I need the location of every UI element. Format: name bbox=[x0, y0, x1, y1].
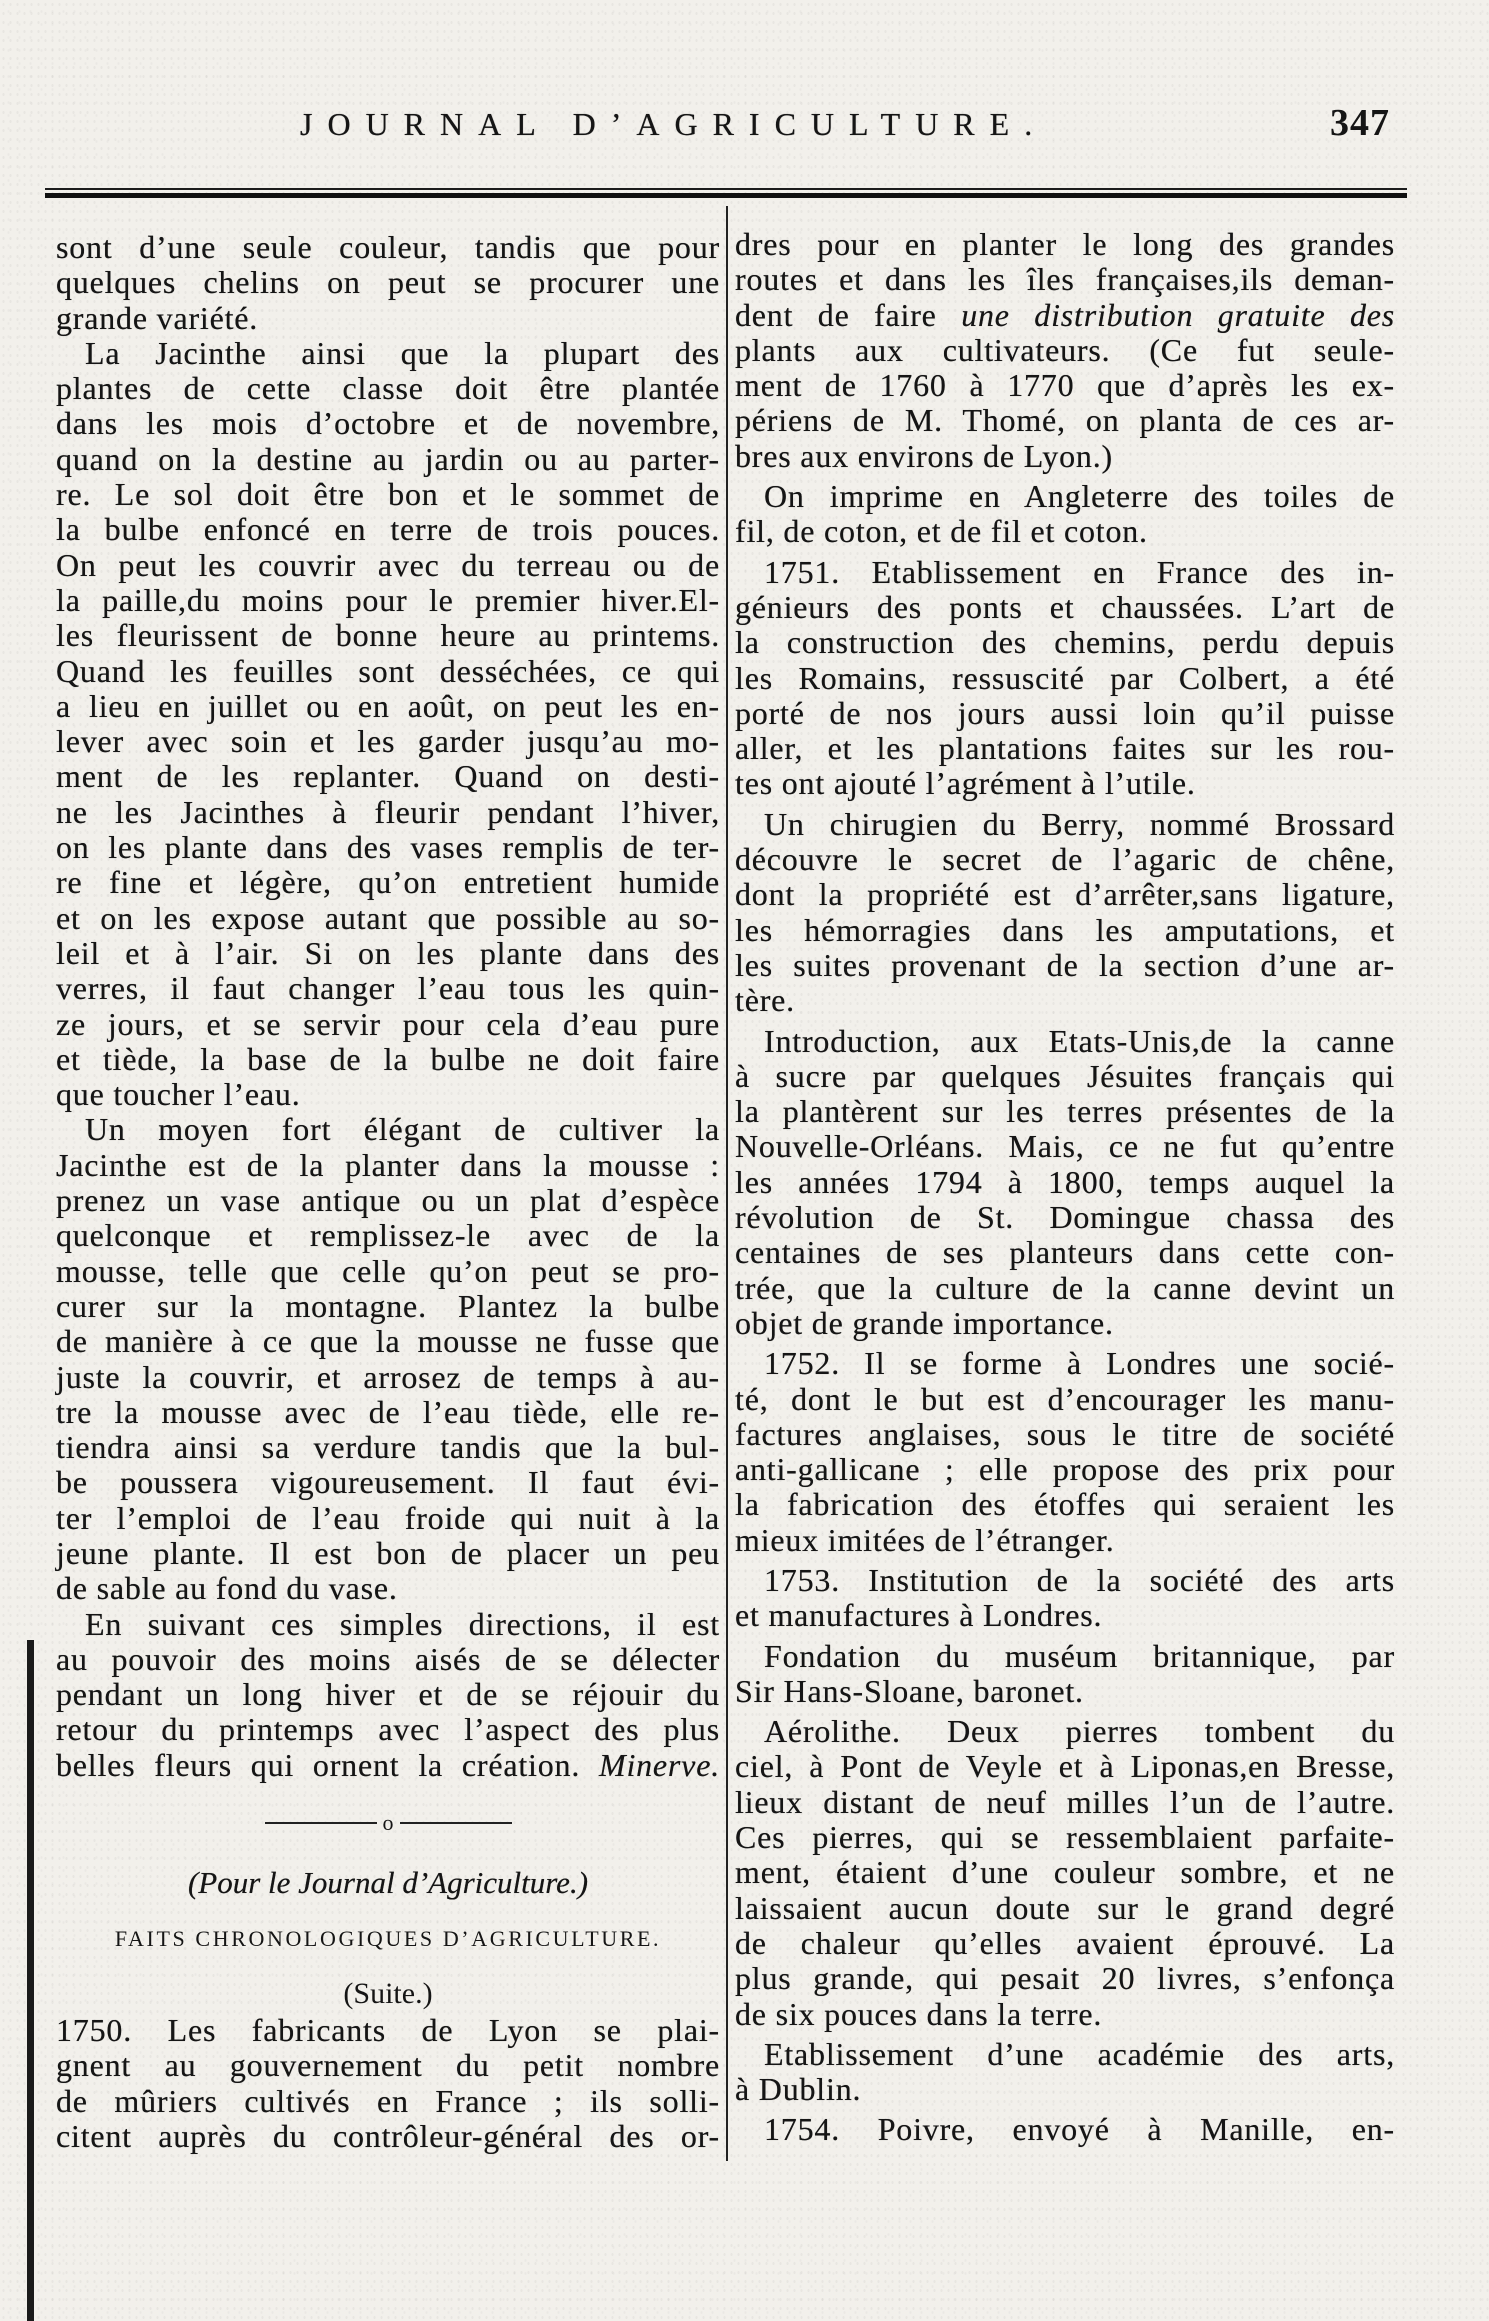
text-line bbox=[56, 689, 720, 724]
line-text: de six pouces dans la terre. bbox=[735, 1995, 1103, 2032]
text-line bbox=[56, 1607, 720, 1642]
text-line bbox=[56, 795, 720, 830]
paragraph bbox=[735, 1639, 1395, 1710]
line-text: les hémorragies dans les amputations, et bbox=[735, 911, 1395, 948]
text-line bbox=[56, 759, 720, 794]
line-text: prenez un vase antique ou un plat d’espèce bbox=[56, 1182, 720, 1219]
line-text: révolution de St. Domingue chassa des bbox=[735, 1199, 1395, 1236]
line-text: plantes de cette classe doit être plantée bbox=[56, 370, 720, 407]
line-text: quand on la destine au jardin ou au parter- bbox=[56, 440, 720, 477]
text-line bbox=[56, 583, 720, 618]
text-line bbox=[56, 548, 720, 583]
text-line bbox=[735, 1235, 1395, 1270]
line-text: laissaient aucun doute sur le grand degré bbox=[735, 1889, 1395, 1926]
text-line bbox=[735, 1598, 1395, 1633]
line-text: Fondation du muséum britannique, par bbox=[764, 1637, 1395, 1674]
section-body bbox=[56, 2013, 720, 2154]
text-line bbox=[735, 1961, 1395, 1996]
line-text: porté de nos jours aussi loin qu’il puisse bbox=[735, 694, 1395, 731]
line-text: belles fleurs qui ornent la création. bbox=[56, 1746, 581, 1783]
paragraph bbox=[735, 479, 1395, 550]
line-text: 1754. Poivre, envoyé à Manille, en- bbox=[764, 2111, 1395, 2148]
line-text: retour du printemps avec l’aspect des plus bbox=[56, 1711, 720, 1748]
paragraph bbox=[735, 2037, 1395, 2108]
line-text: ze jours, et se servir pour cela d’eau pure bbox=[56, 1005, 720, 1042]
text-line bbox=[735, 877, 1395, 912]
line-text: gnent au gouvernement du petit nombre bbox=[56, 2047, 720, 2084]
text-line bbox=[56, 2013, 720, 2048]
line-text: quelconque et remplissez-le avec de la bbox=[56, 1217, 720, 1254]
text-line bbox=[56, 1218, 720, 1253]
line-text: be poussera vigoureusement. Il faut évi- bbox=[56, 1464, 720, 1501]
text-line bbox=[735, 731, 1395, 766]
text-line bbox=[735, 1926, 1395, 1961]
section-heading: FAITS CHRONOLOGIQUES D’AGRICULTURE. bbox=[114, 1926, 662, 1952]
paragraph bbox=[735, 1714, 1395, 2032]
text-line bbox=[735, 1997, 1395, 2032]
text-line bbox=[56, 1077, 720, 1112]
paragraph bbox=[56, 230, 720, 336]
paragraph bbox=[56, 336, 720, 1113]
line-text: tes ont ajouté l’agrément à l’utile. bbox=[735, 765, 1196, 802]
text-line bbox=[735, 262, 1395, 297]
paragraph bbox=[735, 1346, 1395, 1558]
right-column bbox=[735, 227, 1395, 2148]
text-line bbox=[56, 971, 720, 1006]
line-text: lieux distant de neuf milles l’un de l’autre. bbox=[735, 1783, 1395, 1820]
line-text: dans les mois d’octobre et de novembre, bbox=[56, 405, 720, 442]
line-text: Un moyen fort élégant de cultiver la bbox=[85, 1111, 720, 1148]
text-line bbox=[735, 1452, 1395, 1487]
text-line bbox=[735, 1785, 1395, 1820]
text-line bbox=[735, 1674, 1395, 1709]
line-text: la plantèrent sur les terres présentes de la bbox=[735, 1093, 1395, 1130]
line-text: fil, de coton, et de fil et coton. bbox=[735, 513, 1148, 550]
line-text: sont d’une seule couleur, tandis que pour bbox=[56, 229, 720, 265]
line-text: juste la couvrir, et arrosez de temps à au- bbox=[56, 1358, 720, 1395]
text-line bbox=[56, 2048, 720, 2083]
line-text: La Jacinthe ainsi que la plupart des bbox=[85, 334, 720, 371]
section-attribution: (Pour le Journal d’Agriculture.) bbox=[187, 1865, 589, 1901]
text-line bbox=[735, 1094, 1395, 1129]
line-text: que toucher l’eau. bbox=[56, 1076, 301, 1113]
line-text: à sucre par quelques Jésuites français qui bbox=[735, 1057, 1395, 1094]
hyacinth-article bbox=[56, 230, 720, 1783]
line-text: et on les expose autant que possible au so- bbox=[56, 899, 720, 936]
text-line bbox=[735, 1523, 1395, 1558]
text-line bbox=[735, 1024, 1395, 1059]
paragraph bbox=[56, 1112, 720, 1606]
chronology-continued bbox=[735, 227, 1395, 2148]
line-text: Quand les feuilles sont desséchées, ce qui bbox=[56, 652, 720, 689]
text-line bbox=[735, 298, 1395, 333]
paragraph bbox=[735, 1563, 1395, 1634]
line-text: mousse, telle que celle qu’on peut se pro- bbox=[56, 1252, 720, 1289]
text-line bbox=[735, 403, 1395, 438]
header-rule-thin bbox=[45, 188, 1407, 190]
text-line bbox=[56, 1465, 720, 1500]
line-text: ciel, à Pont de Veyle et à Liponas,en Bresse, bbox=[735, 1748, 1395, 1785]
text-line bbox=[735, 1855, 1395, 1890]
text-line bbox=[56, 618, 720, 653]
text-line bbox=[56, 2119, 720, 2154]
text-line bbox=[735, 625, 1395, 660]
text-line bbox=[735, 2037, 1395, 2072]
text-line bbox=[56, 1395, 720, 1430]
text-line bbox=[735, 2072, 1395, 2107]
text-line bbox=[56, 406, 720, 441]
line-text: Sir Hans-Sloane, baronet. bbox=[735, 1672, 1084, 1709]
line-text: de chaleur qu’elles avaient éprouvé. La bbox=[735, 1924, 1395, 1961]
text-line bbox=[56, 1677, 720, 1712]
text-line bbox=[56, 654, 720, 689]
text-line bbox=[56, 371, 720, 406]
line-text: de sable au fond du vase. bbox=[56, 1570, 398, 1607]
text-line bbox=[56, 724, 720, 759]
line-text: ment, étaient d’une couleur sombre, et ne bbox=[735, 1854, 1395, 1891]
text-line bbox=[735, 1165, 1395, 1200]
line-text: de manière à ce que la mousse ne fusse que bbox=[56, 1323, 720, 1360]
text-line bbox=[735, 766, 1395, 801]
line-text: tère. bbox=[735, 982, 795, 1019]
paragraph bbox=[56, 2013, 720, 2154]
text-line bbox=[735, 514, 1395, 549]
text-line bbox=[735, 368, 1395, 403]
separator-rule-left bbox=[265, 1822, 377, 1824]
text-line bbox=[735, 913, 1395, 948]
text-line bbox=[56, 1501, 720, 1536]
line-text: jeune plante. Il est bon de placer un peu bbox=[56, 1534, 720, 1571]
text-line bbox=[735, 1563, 1395, 1598]
paragraph bbox=[735, 807, 1395, 1019]
line-text: découvre le secret de l’agaric de chêne, bbox=[735, 841, 1395, 878]
line-text: anti-gallicane ; elle propose des prix pour bbox=[735, 1451, 1395, 1488]
line-text: Introduction, aux Etats-Unis,de la canne bbox=[764, 1022, 1395, 1059]
line-text: On peut les couvrir avec du terreau ou de bbox=[56, 546, 720, 583]
text-line bbox=[735, 2112, 1395, 2147]
section-continued-label: (Suite.) bbox=[343, 1977, 433, 2011]
text-line bbox=[56, 1289, 720, 1324]
text-line bbox=[56, 1148, 720, 1183]
column-divider bbox=[726, 206, 728, 2161]
text-line bbox=[56, 1642, 720, 1677]
line-text: la paille,du moins pour le premier hiver.El- bbox=[56, 581, 720, 618]
text-line bbox=[735, 842, 1395, 877]
line-text: ter l’emploi de l’eau froide qui nuit à la bbox=[56, 1499, 720, 1536]
line-text: les fleurissent de bonne heure au printems. bbox=[56, 617, 720, 654]
line-text: 1750. Les fabricants de Lyon se plai- bbox=[56, 2012, 720, 2049]
line-text: En suivant ces simples directions, il est bbox=[85, 1605, 720, 1642]
running-header-title: JOURNAL D’AGRICULTURE. bbox=[300, 106, 1048, 142]
line-text: té, dont le but est d’encourager les manu- bbox=[735, 1380, 1395, 1417]
scan-edge-mark bbox=[27, 1640, 34, 2321]
text-line bbox=[56, 336, 720, 371]
line-text: aller, et les plantations faites sur les rou- bbox=[735, 730, 1395, 767]
line-text: plants aux cultivateurs. (Ce fut seule- bbox=[735, 331, 1395, 368]
line-text: Aérolithe. Deux pierres tombent du bbox=[764, 1713, 1395, 1750]
text-line bbox=[56, 1042, 720, 1077]
line-text: et tiède, la base de la bulbe ne doit faire bbox=[56, 1040, 720, 1077]
text-line bbox=[56, 1360, 720, 1395]
text-line bbox=[735, 479, 1395, 514]
text-line bbox=[735, 227, 1395, 262]
line-text: la bulbe enfoncé en terre de trois pouces. bbox=[56, 511, 720, 548]
text-line bbox=[735, 696, 1395, 731]
text-line bbox=[56, 1748, 720, 1783]
text-line bbox=[56, 1712, 720, 1747]
page-number: 347 bbox=[1330, 102, 1390, 144]
line-text: routes et dans les îles françaises,ils deman- bbox=[735, 261, 1395, 298]
text-line bbox=[735, 1891, 1395, 1926]
line-text: la fabrication des étoffes qui seraient les bbox=[735, 1486, 1395, 1523]
separator-mark: o bbox=[382, 1810, 394, 1836]
text-run: dent de faire bbox=[735, 296, 962, 333]
text-line bbox=[56, 265, 720, 300]
line-text: 1752. Il se forme à Londres une socié- bbox=[764, 1345, 1395, 1382]
line-text: au pouvoir des moins aisés de se délecter bbox=[56, 1640, 720, 1677]
line-text: objet de grande importance. bbox=[735, 1304, 1114, 1341]
line-text: centaines de ses planteurs dans cette con- bbox=[735, 1234, 1395, 1271]
line-text: ne les Jacinthes à fleurir pendant l’hiver, bbox=[56, 793, 720, 830]
line-text: quelques chelins on peut se procurer une bbox=[56, 264, 720, 301]
text-line bbox=[735, 1346, 1395, 1381]
left-column bbox=[56, 230, 720, 2154]
signature: Minerve. bbox=[598, 1746, 720, 1783]
line-text: grande variété. bbox=[56, 299, 259, 336]
text-line bbox=[56, 1324, 720, 1359]
line-text: bres aux environs de Lyon.) bbox=[735, 437, 1113, 474]
text-line bbox=[735, 1271, 1395, 1306]
line-text: Un chirugien du Berry, nommé Brossard bbox=[764, 805, 1395, 842]
text-line bbox=[735, 1059, 1395, 1094]
text-line bbox=[735, 555, 1395, 590]
text-line bbox=[56, 865, 720, 900]
text-line bbox=[56, 442, 720, 477]
line-text: trée, que la culture de la canne devint un bbox=[735, 1269, 1395, 1306]
text-line bbox=[735, 983, 1395, 1018]
line-text: périens de M. Thomé, on planta de ces ar- bbox=[735, 402, 1395, 439]
line-text: et manufactures à Londres. bbox=[735, 1597, 1103, 1634]
line-text: de mûriers cultivés en France ; ils solli- bbox=[56, 2082, 720, 2119]
text-line bbox=[56, 301, 720, 336]
text-line bbox=[735, 1487, 1395, 1522]
line-text: les suites provenant de la section d’une ar- bbox=[735, 946, 1395, 983]
header-rule-thick bbox=[45, 193, 1407, 198]
text-line bbox=[735, 1200, 1395, 1235]
paragraph bbox=[735, 227, 1395, 474]
text-line bbox=[56, 230, 720, 265]
line-text: les années 1794 à 1800, temps auquel la bbox=[735, 1163, 1395, 1200]
text-line bbox=[56, 1183, 720, 1218]
line-text: a lieu en juillet ou en août, on peut les en- bbox=[56, 687, 720, 724]
separator-rule-right bbox=[400, 1822, 512, 1824]
line-text: citent auprès du contrôleur-général des or- bbox=[56, 2117, 720, 2154]
text-line bbox=[735, 1129, 1395, 1164]
line-text: on les plante dans des vases remplis de ter- bbox=[56, 829, 720, 866]
paragraph bbox=[735, 2112, 1395, 2147]
text-line bbox=[735, 1639, 1395, 1674]
line-text: 1753. Institution de la société des arts bbox=[764, 1561, 1395, 1598]
text-line bbox=[735, 1714, 1395, 1749]
line-text: génieurs des ponts et chaussées. L’art de bbox=[735, 588, 1395, 625]
line-text: curer sur la montagne. Plantez la bulbe bbox=[56, 1287, 720, 1324]
text-line bbox=[56, 1430, 720, 1465]
line-text: re. Le sol doit être bon et le sommet de bbox=[56, 476, 720, 513]
line-text: re fine et légère, qu’on entretient humide bbox=[56, 864, 720, 901]
line-text: verres, il faut changer l’eau tous les quin- bbox=[56, 970, 720, 1007]
line-text: dres pour en planter le long des grandes bbox=[735, 226, 1395, 262]
section-separator bbox=[56, 1783, 720, 1863]
line-text: leil et à l’air. Si on les plante dans des bbox=[56, 934, 720, 971]
text-line bbox=[735, 1382, 1395, 1417]
text-line bbox=[735, 807, 1395, 842]
text-line bbox=[56, 512, 720, 547]
italic-text-run: une distribution gratuite des bbox=[961, 296, 1396, 333]
line-text: ment de 1760 à 1770 que d’après les ex- bbox=[735, 367, 1395, 404]
text-line bbox=[56, 2084, 720, 2119]
line-text: ment de les replanter. Quand on desti- bbox=[56, 758, 720, 795]
line-text: mieux imitées de l’étranger. bbox=[735, 1521, 1115, 1558]
text-line bbox=[56, 1536, 720, 1571]
paragraph bbox=[735, 555, 1395, 802]
line-text: Etablissement d’une académie des arts, bbox=[764, 2035, 1395, 2072]
text-line bbox=[735, 439, 1395, 474]
text-line bbox=[56, 477, 720, 512]
text-line bbox=[735, 661, 1395, 696]
text-line bbox=[735, 1306, 1395, 1341]
text-line bbox=[56, 901, 720, 936]
line-text: On imprime en Angleterre des toiles de bbox=[764, 478, 1395, 515]
text-line bbox=[735, 1820, 1395, 1855]
line-text: lever avec soin et les garder jusqu’au mo- bbox=[56, 723, 720, 760]
paragraph bbox=[735, 1024, 1395, 1342]
line-text: plus grande, qui pesait 20 livres, s’enfonça bbox=[735, 1960, 1395, 1997]
text-line bbox=[56, 1254, 720, 1289]
text-line bbox=[56, 936, 720, 971]
line-text: tiendra ainsi sa verdure tandis que la bul- bbox=[56, 1429, 720, 1466]
line-text: les Romains, ressuscité par Colbert, a été bbox=[735, 659, 1395, 696]
line-text: factures anglaises, sous le titre de société bbox=[735, 1415, 1395, 1452]
text-line bbox=[56, 830, 720, 865]
text-line bbox=[56, 1112, 720, 1147]
text-line bbox=[56, 1007, 720, 1042]
text-line bbox=[735, 590, 1395, 625]
line-text: Jacinthe est de la planter dans la mousse : bbox=[56, 1146, 720, 1183]
text-line bbox=[56, 1571, 720, 1606]
text-line bbox=[735, 333, 1395, 368]
line-text: Ces pierres, qui se ressemblaient parfaite- bbox=[735, 1819, 1395, 1856]
text-line bbox=[735, 948, 1395, 983]
line-text: pendant un long hiver et de se réjouir du bbox=[56, 1676, 720, 1713]
paragraph bbox=[56, 1607, 720, 1783]
line-text: 1751. Etablissement en France des in- bbox=[764, 553, 1395, 590]
text-line bbox=[735, 1749, 1395, 1784]
line-text: dont la propriété est d’arrêter,sans ligature, bbox=[735, 876, 1395, 913]
line-text: Nouvelle-Orléans. Mais, ce ne fut qu’entre bbox=[735, 1128, 1395, 1165]
line-text: à Dublin. bbox=[735, 2071, 862, 2108]
line-text: tre la mousse avec de l’eau tiède, elle re- bbox=[56, 1393, 720, 1430]
text-line bbox=[735, 1417, 1395, 1452]
line-text: la construction des chemins, perdu depuis bbox=[735, 624, 1395, 661]
